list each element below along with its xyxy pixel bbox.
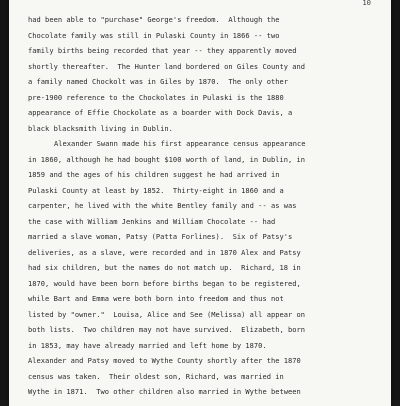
- document-page: [9, 0, 391, 406]
- text-line: in 1853, may have already married and left home by 1870.: [28, 340, 267, 350]
- text-line: census was taken. Their oldest son, Richard, was married in: [28, 371, 284, 381]
- text-line: Wythe in 1871. Two other children also married in Wythe between: [28, 387, 301, 396]
- text-line: deliveries, as a slave, were recorded and in 1870 Alex and Patsy: [28, 247, 301, 257]
- text-line: in 1860, although he had bought $100 worth of land, in Dublin, in: [28, 154, 306, 164]
- text-line: shortly thereafter. The Hunter land bordered on Giles County and: [28, 61, 306, 71]
- text-line: 1859 and the ages of his children suggest he had arrived in: [28, 170, 280, 179]
- text-line: Alexander Swann made his first appearance census appearance: [54, 139, 306, 148]
- text-line: appearance of Effie Chockolate as a boarder with Dock Davis, a: [28, 108, 293, 117]
- page-number: 10: [362, 0, 371, 7]
- text-line: had six children, but the names do not match up. Richard, 18 in: [28, 263, 301, 272]
- text-line: had been able to "purchase" George's freedom. Although the: [28, 15, 280, 24]
- text-line: a family named Chockolt was in Giles by 1870. The only other: [28, 77, 289, 86]
- text-line: both lists. Two children may not have survived. Elizabeth, born: [28, 325, 306, 334]
- text-line: married a slave woman, Patsy (Patta Forlines). Six of Patsy's: [28, 232, 293, 241]
- text-line: listed by "owner." Louisa, Alice and See (Melissa) all appear on: [28, 309, 306, 319]
- text-line: pre-1900 reference to the Chockolates in Pulaski is the 1880: [28, 92, 284, 102]
- text-line: Alexander and Patsy moved to Wythe County shortly after the 1870: [28, 356, 301, 365]
- text-line: family births being recorded that year -- they apparently moved: [28, 46, 297, 55]
- text-line: Pulaski County at least by 1852. Thirty-eight in 1860 and a: [28, 185, 284, 195]
- text-line: 1870, would have been born before births began to be registered,: [28, 278, 301, 288]
- text-line: while Bart and Emma were both born into freedom and thus not: [28, 294, 284, 303]
- text-line: black blacksmith living in Dublin.: [28, 123, 173, 133]
- text-line: Chocolate family was still in Pulaski County in 1866 -- two: [28, 30, 280, 40]
- text-line: the case with William Jenkins and William Chocolate -- had: [28, 216, 276, 226]
- text-line: carpenter, he lived with the white Bentley family and -- as was: [28, 201, 297, 210]
